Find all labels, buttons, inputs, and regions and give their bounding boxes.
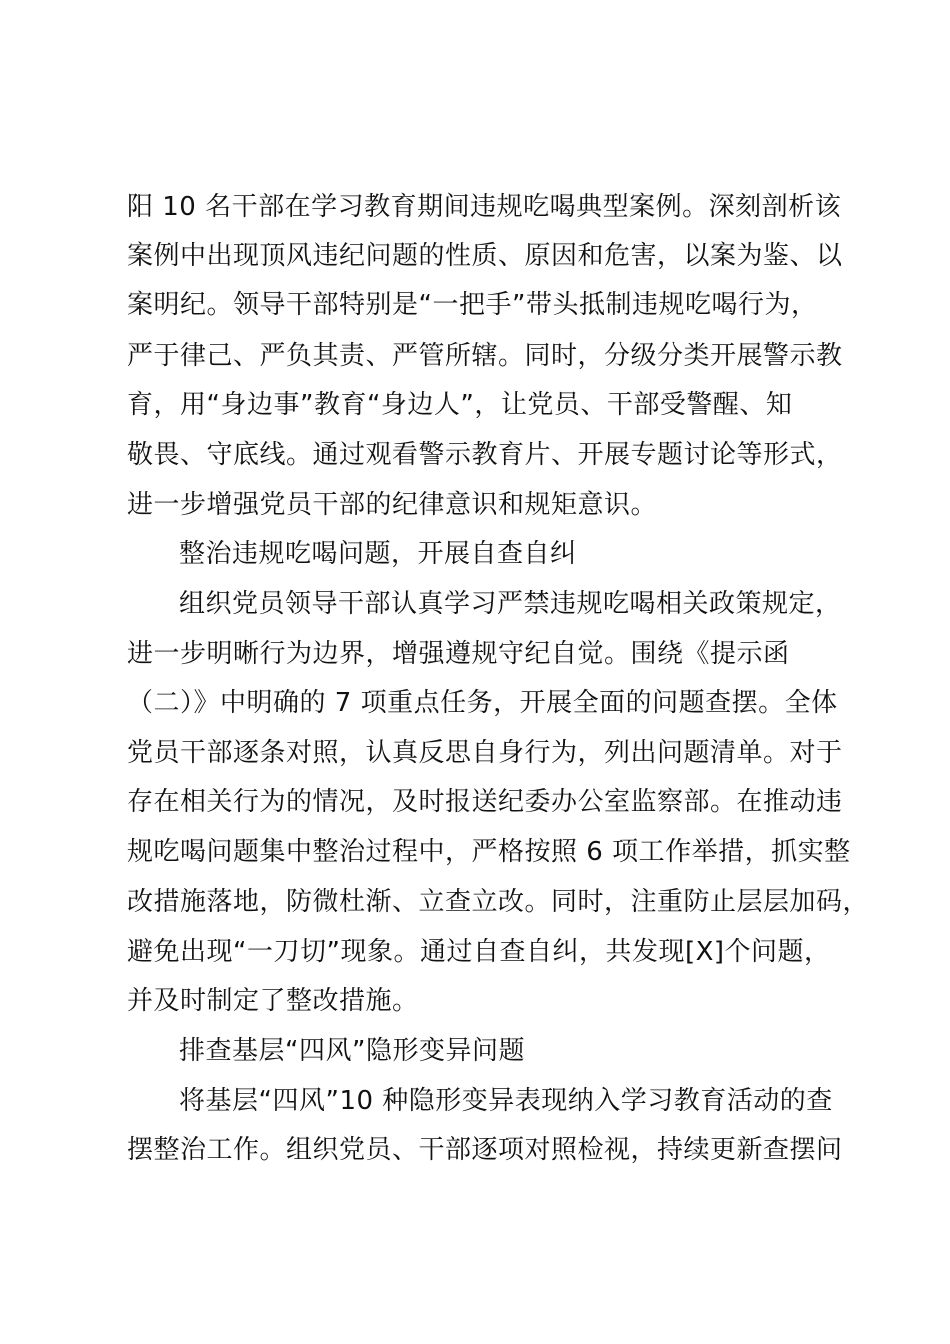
text-line: 存在相关行为的情况，及时报送纪委办公室监察部。在推动违	[127, 787, 843, 817]
section-heading: 整治违规吃喝问题，开展自查自纠	[179, 539, 577, 569]
text-line: 将基层“四风”10 种隐形变异表现纳入学习教育活动的查	[179, 1086, 833, 1116]
text-line: 摆整治工作。组织党员、干部逐项对照检视，持续更新查摆问	[127, 1135, 843, 1165]
text-line: 规吃喝问题集中整治过程中，严格按照 6 项工作举措，抓实整	[127, 837, 851, 867]
text-line: 改措施落地，防微杜渐、立查立改。同时，注重防止层层加码，	[127, 887, 870, 917]
text-line: 阳 10 名干部在学习教育期间违规吃喝典型案例。深刻剖析该	[127, 192, 842, 222]
text-line: 严于律己、严负其责、严管所辖。同时，分级分类开展警示教	[127, 341, 843, 371]
section-heading: 排查基层“四风”隐形变异问题	[179, 1036, 525, 1066]
text-line: 党员干部逐条对照，认真反思自身行为，列出问题清单。对于	[127, 738, 843, 768]
text-line: 进一步明晰行为边界，增强遵规守纪自觉。围绕《提示函	[127, 639, 790, 669]
text-line: （二）》中明确的 7 项重点任务，开展全面的问题查摆。全体	[127, 688, 838, 718]
text-line: 组织党员领导干部认真学习严禁违规吃喝相关政策规定，	[179, 589, 842, 619]
text-line: 案明纪。领导干部特别是“一把手”带头抵制违规吃喝行为，	[127, 290, 818, 320]
text-line: 进一步增强党员干部的纪律意识和规矩意识。	[127, 490, 658, 520]
text-line: 案例中出现顶风违纪问题的性质、原因和危害，以案为鉴、以	[127, 241, 843, 271]
text-line: 敬畏、守底线。通过观看警示教育片、开展专题讨论等形式，	[127, 440, 843, 470]
text-line: 并及时制定了整改措施。	[127, 986, 419, 1016]
text-line: 育，用“身边事”教育“身边人”，让党员、干部受警醒、知	[127, 390, 793, 420]
text-line: 避免出现“一刀切”现象。通过自查自纠，共发现[X]个问题，	[127, 937, 831, 967]
